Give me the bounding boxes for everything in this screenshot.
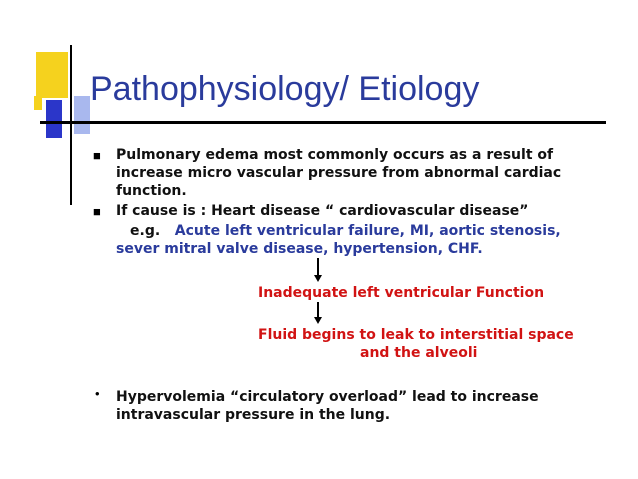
flow-arrow-1 [317, 258, 319, 276]
bullet-2-example-line-2: sever mitral valve disease, hypertension, CHF. [116, 241, 483, 257]
bullet-3-line-2: intravascular pressure in the lung. [116, 407, 391, 423]
bullet-1-line-3: function. [116, 183, 187, 199]
bullet-3-line-1: Hypervolemia “circulatory overload” lead to increase [116, 389, 539, 405]
bullet-1-line-1: Pulmonary edema most commonly occurs as a result of [116, 147, 554, 163]
flow-arrow-2 [317, 302, 319, 318]
title-underline [40, 121, 606, 124]
example-prefix: e.g. [130, 223, 161, 239]
slide-title: Pathophysiology/ Etiology [90, 70, 480, 108]
flow-step-2-line-1: Fluid begins to leak to interstitial space [258, 327, 574, 343]
decor-yellow-square [36, 52, 68, 98]
square-bullet-icon: ■ [93, 148, 101, 163]
bullet-2-example-line-1 [130, 222, 561, 240]
flow-arrow-2-head [314, 317, 322, 324]
decor-vertical-line [70, 45, 72, 205]
flow-step-2-line-2: and the alveoli [360, 345, 478, 361]
example-causes-1: Acute left ventricular failure, MI, aortic stenosis, [174, 223, 561, 239]
dot-bullet-icon: • [95, 386, 100, 401]
decor-blue-square [46, 100, 62, 138]
square-bullet-icon: ■ [93, 204, 101, 219]
decor-yellow-square-small [34, 96, 42, 110]
bullet-1-line-2: increase micro vascular pressure from abnormal cardiac [116, 165, 562, 181]
flow-arrow-1-head [314, 275, 322, 282]
flow-step-1: Inadequate left ventricular Function [258, 285, 545, 301]
bullet-2-line-1: If cause is : Heart disease “ cardiovascular disease” [116, 203, 529, 219]
decor-light-blue-square [74, 96, 90, 134]
